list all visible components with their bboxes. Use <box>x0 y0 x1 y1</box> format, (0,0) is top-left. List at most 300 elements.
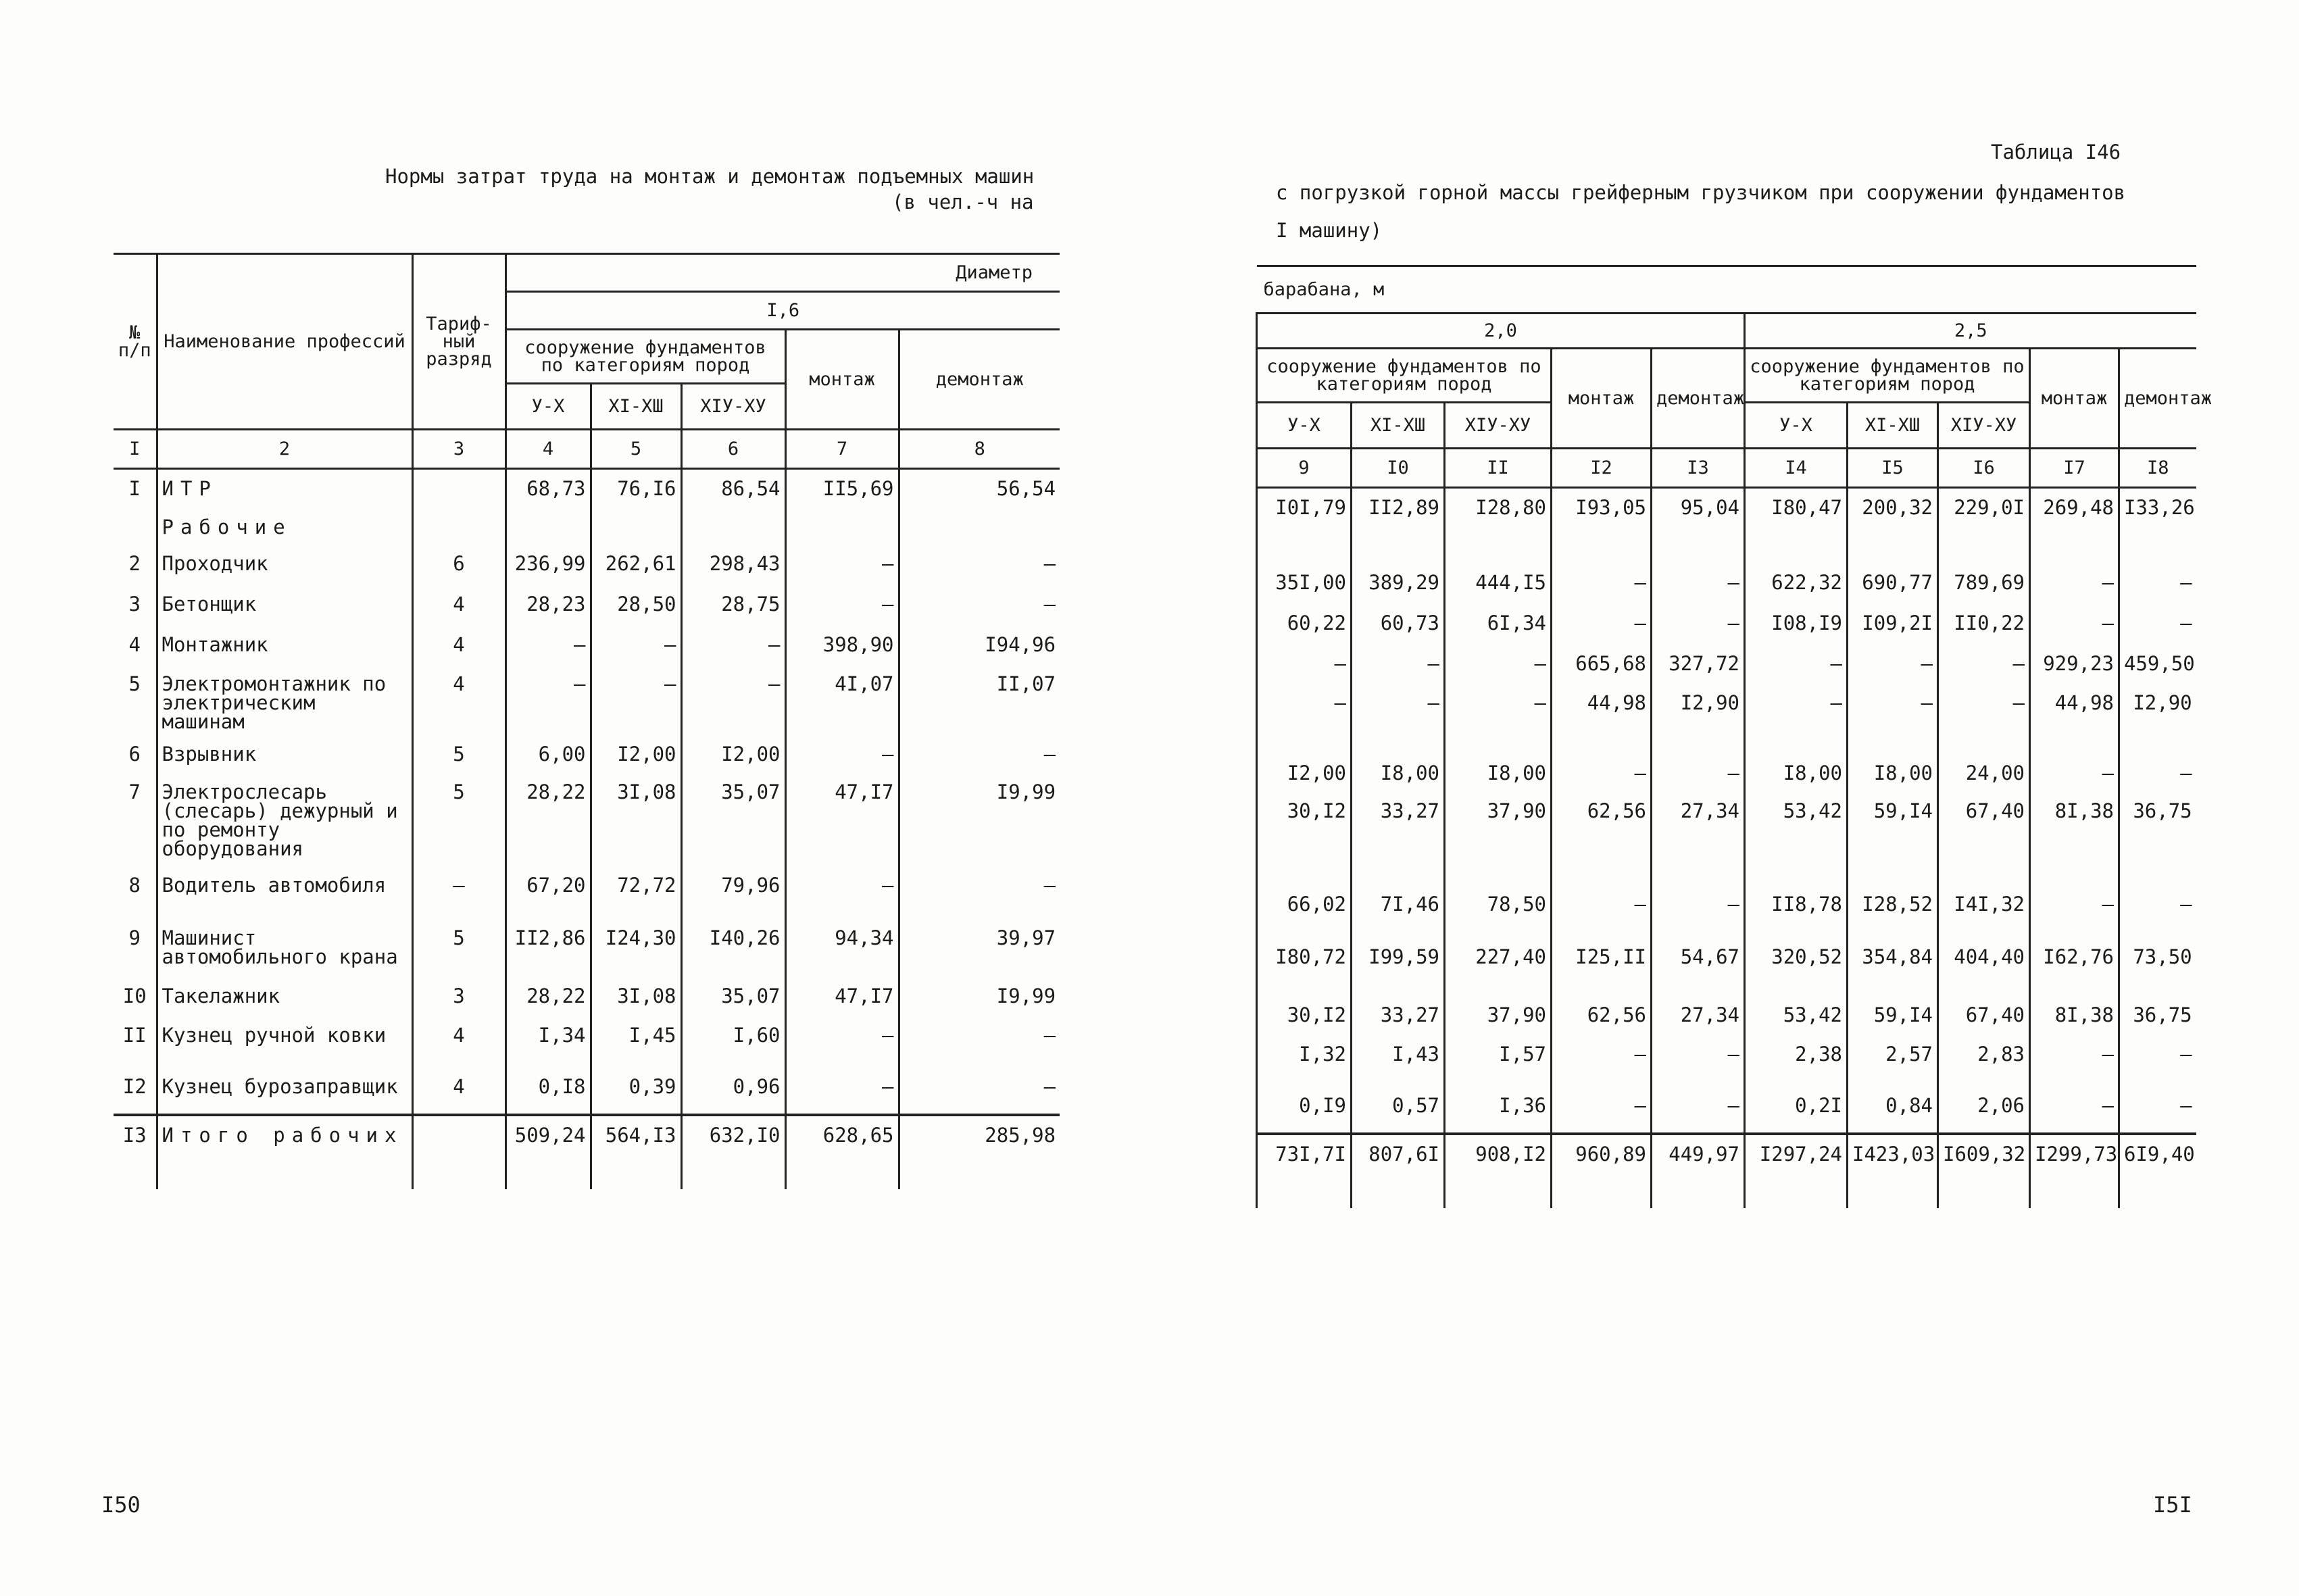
value-cell <box>1652 527 1745 564</box>
value-cell: – <box>1745 645 1848 684</box>
value-cell: 2,38 <box>1745 1035 1848 1087</box>
value-cell: 564,I3 <box>591 1115 681 1189</box>
table-row <box>1257 684 2196 754</box>
table-row <box>1257 754 2196 792</box>
value-cell: I299,73 <box>2030 1134 2119 1208</box>
header-cat-2: ХI-ХШ <box>1352 403 1445 449</box>
table-row <box>114 665 1060 735</box>
value-cell: – <box>2030 604 2119 645</box>
value-cell: – <box>505 665 591 735</box>
profession-name: Взрывник <box>157 735 412 773</box>
table-row <box>114 735 1060 773</box>
value-cell: 28,23 <box>505 585 591 626</box>
value-cell: 8I,38 <box>2030 996 2119 1035</box>
value-cell: I609,32 <box>1938 1134 2030 1208</box>
value-cell: – <box>1938 684 2030 754</box>
value-cell: – <box>1652 1087 1745 1134</box>
header-cat-3: ХIУ-ХУ <box>1445 403 1552 449</box>
value-cell: – <box>1652 1035 1745 1087</box>
value-cell: 30,I2 <box>1257 792 1352 885</box>
value-cell: 807,6I <box>1352 1134 1445 1208</box>
value-cell: I33,26 <box>2119 488 2196 527</box>
value-cell: – <box>899 545 1060 585</box>
value-cell: I,32 <box>1257 1035 1352 1087</box>
grade-cell: 4 <box>412 1068 505 1115</box>
value-cell: 2,57 <box>1848 1035 1938 1087</box>
value-cell: 28,75 <box>681 585 785 626</box>
profession-name: ИТР <box>157 469 412 508</box>
table-row <box>114 919 1060 977</box>
header-diameter-1-6: I,6 <box>505 292 1060 330</box>
header-demontazh: демонтаж <box>899 330 1060 430</box>
table-row <box>1257 604 2196 645</box>
value-cell: I8,00 <box>1445 754 1552 792</box>
header-montazh-2-5: монтаж <box>2030 349 2119 449</box>
profession-name: Электрослесарь (слесарь) дежурный и по ремонту оборудования <box>157 773 412 866</box>
value-cell: 229,0I <box>1938 488 2030 527</box>
value-cell: 262,61 <box>591 545 681 585</box>
row-number: 5 <box>128 672 141 695</box>
header-cat-2: ХI-ХШ <box>591 384 681 430</box>
col-header-num: № п/п <box>114 254 157 430</box>
value-cell: I80,72 <box>1257 938 1352 996</box>
profession-name: Водитель автомобиля <box>157 866 412 919</box>
value-cell: II5,69 <box>785 469 899 508</box>
value-cell: 54,67 <box>1652 938 1745 996</box>
left-page-title: Нормы затрат труда на монтаж и демонтаж подъемных машин <box>385 165 1035 188</box>
value-cell: 24,00 <box>1938 754 2030 792</box>
value-cell: 27,34 <box>1652 792 1745 885</box>
row-number: I0 <box>122 984 147 1007</box>
col-number: I6 <box>1938 449 2030 488</box>
profession-name: Бетонщик <box>157 585 412 626</box>
value-cell: 0,96 <box>681 1068 785 1115</box>
value-cell: 73,50 <box>2119 938 2196 996</box>
value-cell: 47,I7 <box>785 977 899 1016</box>
value-cell: 0,39 <box>591 1068 681 1115</box>
grade-cell <box>412 469 505 508</box>
table-row <box>114 977 1060 1016</box>
value-cell: 449,97 <box>1652 1134 1745 1208</box>
grade-cell: 3 <box>412 977 505 1016</box>
value-cell: 36,75 <box>2119 996 2196 1035</box>
value-cell: I99,59 <box>1352 938 1445 996</box>
value-cell: – <box>899 1016 1060 1068</box>
header-cat-1: У-Х <box>1257 403 1352 449</box>
value-cell: 47,I7 <box>785 773 899 866</box>
value-cell: I,45 <box>591 1016 681 1068</box>
table-row <box>1257 1035 2196 1087</box>
header-construction-2-0: сооружение фундаментов по категориям пород <box>1257 349 1552 403</box>
value-cell: I2,00 <box>1257 754 1352 792</box>
value-cell: 79,96 <box>681 866 785 919</box>
value-cell: 2,06 <box>1938 1087 2030 1134</box>
value-cell: 908,I2 <box>1445 1134 1552 1208</box>
value-cell: 53,42 <box>1745 792 1848 885</box>
value-cell: – <box>1552 1035 1652 1087</box>
value-cell: II2,89 <box>1352 488 1445 527</box>
col-number: I7 <box>2030 449 2119 488</box>
value-cell: – <box>1652 564 1745 604</box>
value-cell: 3I,08 <box>591 977 681 1016</box>
value-cell: – <box>2030 1087 2119 1134</box>
value-cell: – <box>785 735 899 773</box>
value-cell: I09,2I <box>1848 604 1938 645</box>
value-cell: I2,00 <box>681 735 785 773</box>
grade-cell: 5 <box>412 773 505 866</box>
value-cell: – <box>591 665 681 735</box>
row-number: I3 <box>114 1115 157 1189</box>
profession-name: Проходчик <box>157 545 412 585</box>
value-cell: 37,90 <box>1445 996 1552 1035</box>
value-cell: – <box>899 1068 1060 1115</box>
value-cell: 269,48 <box>2030 488 2119 527</box>
value-cell <box>1445 527 1552 564</box>
row-number: 4 <box>128 632 141 656</box>
col-header-grade: Тариф-ный разряд <box>412 254 505 430</box>
header-cat-3: ХIУ-ХУ <box>681 384 785 430</box>
grade-cell: 5 <box>412 919 505 977</box>
value-cell: 33,27 <box>1352 792 1445 885</box>
value-cell: – <box>899 735 1060 773</box>
header-cat-2: ХI-ХШ <box>1848 403 1938 449</box>
value-cell: 444,I5 <box>1445 564 1552 604</box>
grade-cell: 4 <box>412 665 505 735</box>
value-cell: 67,40 <box>1938 996 2030 1035</box>
value-cell: 236,99 <box>505 545 591 585</box>
value-cell: 929,23 <box>2030 645 2119 684</box>
value-cell: 632,I0 <box>681 1115 785 1189</box>
grade-cell: 6 <box>412 545 505 585</box>
value-cell: 59,I4 <box>1848 996 1938 1035</box>
value-cell: 0,2I <box>1745 1087 1848 1134</box>
value-cell: 68,73 <box>505 469 591 508</box>
value-cell: – <box>785 1068 899 1115</box>
value-cell: – <box>505 626 591 665</box>
value-cell: – <box>1652 885 1745 938</box>
value-cell: 285,98 <box>899 1115 1060 1189</box>
table-row <box>114 508 1060 545</box>
value-cell: 60,22 <box>1257 604 1352 645</box>
value-cell: 404,40 <box>1938 938 2030 996</box>
value-cell: – <box>785 585 899 626</box>
value-cell: II,07 <box>899 665 1060 735</box>
value-cell <box>1938 527 2030 564</box>
table-row <box>1257 1134 2196 1208</box>
table-row <box>114 585 1060 626</box>
value-cell <box>899 508 1060 545</box>
col-number: 4 <box>505 430 591 469</box>
value-cell: 59,I4 <box>1848 792 1938 885</box>
value-cell: 36,75 <box>2119 792 2196 885</box>
header-montazh: монтаж <box>785 330 899 430</box>
value-cell: 628,65 <box>785 1115 899 1189</box>
table-row <box>1257 1087 2196 1134</box>
value-cell: – <box>899 585 1060 626</box>
value-cell: 3I,08 <box>591 773 681 866</box>
right-page-number: I5I <box>2153 1492 2192 1518</box>
header-construction: сооружение фундаментов по категориям пород <box>505 330 785 384</box>
table-row <box>1257 996 2196 1035</box>
value-cell <box>681 508 785 545</box>
value-cell: – <box>2030 564 2119 604</box>
profession-name: Электромонтажник по электрическим машинам <box>157 665 412 735</box>
value-cell: – <box>1848 684 1938 754</box>
value-cell: I40,26 <box>681 919 785 977</box>
value-cell: 320,52 <box>1745 938 1848 996</box>
value-cell: I94,96 <box>899 626 1060 665</box>
value-cell: – <box>785 545 899 585</box>
value-cell: 6,00 <box>505 735 591 773</box>
value-cell: I24,30 <box>591 919 681 977</box>
value-cell: 60,73 <box>1352 604 1445 645</box>
value-cell <box>1352 527 1445 564</box>
value-cell: II0,22 <box>1938 604 2030 645</box>
grade-cell: – <box>412 866 505 919</box>
value-cell: – <box>1257 684 1352 754</box>
table-row <box>1257 645 2196 684</box>
table-row <box>114 773 1060 866</box>
row-number: 7 <box>128 780 141 803</box>
row-number: I2 <box>122 1074 147 1098</box>
value-cell: – <box>899 866 1060 919</box>
value-cell: 0,57 <box>1352 1087 1445 1134</box>
table-row <box>114 469 1060 508</box>
right-page-title: с погрузкой горной массы грейферным грузчиком при сооружении фундаментов <box>1276 181 2126 204</box>
row-number: I <box>128 477 141 500</box>
table-row <box>1257 792 2196 885</box>
table-row <box>1257 938 2196 996</box>
value-cell: I08,I9 <box>1745 604 1848 645</box>
col-number: 6 <box>681 430 785 469</box>
value-cell: I,34 <box>505 1016 591 1068</box>
value-cell: I2,90 <box>1652 684 1745 754</box>
value-cell: I8,00 <box>1745 754 1848 792</box>
value-cell: 354,84 <box>1848 938 1938 996</box>
profession-name: Машинист автомобильного крана <box>157 919 412 977</box>
header-diameter-2-0: 2,0 <box>1257 314 1745 349</box>
value-cell: – <box>1257 645 1352 684</box>
right-labor-norms-table <box>1256 265 2213 1208</box>
row-number: 6 <box>128 742 141 766</box>
col-number: 7 <box>785 430 899 469</box>
right-page-title-cont: I машину) <box>1276 219 1383 242</box>
profession-name: Монтажник <box>157 626 412 665</box>
value-cell: 73I,7I <box>1257 1134 1352 1208</box>
value-cell: 94,34 <box>785 919 899 977</box>
header-construction-2-5: сооружение фундаментов по категориям пород <box>1745 349 2030 403</box>
value-cell: – <box>681 626 785 665</box>
value-cell: 0,84 <box>1848 1087 1938 1134</box>
value-cell <box>2119 527 2196 564</box>
value-cell: 95,04 <box>1652 488 1745 527</box>
value-cell: 509,24 <box>505 1115 591 1189</box>
value-cell: – <box>1938 645 2030 684</box>
table-row <box>114 1115 1060 1189</box>
value-cell: 28,22 <box>505 977 591 1016</box>
value-cell: – <box>785 1016 899 1068</box>
grade-cell: 5 <box>412 735 505 773</box>
value-cell: I4I,32 <box>1938 885 2030 938</box>
value-cell <box>1745 527 1848 564</box>
header-demontazh-2-0: демонтаж <box>1652 349 1745 449</box>
value-cell: – <box>2119 1035 2196 1087</box>
value-cell: 2,83 <box>1938 1035 2030 1087</box>
value-cell: 8I,38 <box>2030 792 2119 885</box>
value-cell: – <box>1552 885 1652 938</box>
value-cell: I,57 <box>1445 1035 1552 1087</box>
left-labor-norms-table <box>114 253 1060 1189</box>
table-row <box>114 545 1060 585</box>
grade-cell: 4 <box>412 1016 505 1068</box>
col-number: 3 <box>412 430 505 469</box>
value-cell: 6I,34 <box>1445 604 1552 645</box>
value-cell: I25,II <box>1552 938 1652 996</box>
value-cell: 0,I8 <box>505 1068 591 1115</box>
profession-name: Кузнец ручной ковки <box>157 1016 412 1068</box>
value-cell: I2,90 <box>2119 684 2196 754</box>
value-cell <box>1257 527 1352 564</box>
header-cat-1: У-Х <box>505 384 591 430</box>
header-cat-3: ХIУ-ХУ <box>1938 403 2030 449</box>
table-row <box>114 1016 1060 1068</box>
value-cell: I297,24 <box>1745 1134 1848 1208</box>
row-number: 2 <box>128 551 141 575</box>
value-cell <box>505 508 591 545</box>
value-cell: – <box>2030 1035 2119 1087</box>
col-number: 9 <box>1257 449 1352 488</box>
col-number: 8 <box>899 430 1060 469</box>
value-cell: I423,03 <box>1848 1134 1938 1208</box>
col-header-profession: Наименование профессий <box>157 254 412 430</box>
value-cell: – <box>1352 684 1445 754</box>
value-cell: 327,72 <box>1652 645 1745 684</box>
row-number: 8 <box>128 873 141 897</box>
value-cell: I,60 <box>681 1016 785 1068</box>
grade-cell <box>412 1115 505 1189</box>
value-cell: 76,I6 <box>591 469 681 508</box>
col-number: 5 <box>591 430 681 469</box>
value-cell: 960,89 <box>1552 1134 1652 1208</box>
value-cell: – <box>2030 885 2119 938</box>
value-cell: 62,56 <box>1552 792 1652 885</box>
value-cell: 37,90 <box>1445 792 1552 885</box>
value-cell: – <box>2119 754 2196 792</box>
value-cell: 0,I9 <box>1257 1087 1352 1134</box>
value-cell: 78,50 <box>1445 885 1552 938</box>
value-cell: 398,90 <box>785 626 899 665</box>
value-cell: 4I,07 <box>785 665 899 735</box>
value-cell: 86,54 <box>681 469 785 508</box>
header-demontazh-2-5: демонтаж <box>2119 349 2196 449</box>
value-cell: – <box>1652 604 1745 645</box>
value-cell: – <box>1848 645 1938 684</box>
row-number <box>114 508 157 545</box>
value-cell: 6I9,40 <box>2119 1134 2196 1208</box>
value-cell: 44,98 <box>1552 684 1652 754</box>
value-cell: 62,56 <box>1552 996 1652 1035</box>
value-cell: I62,76 <box>2030 938 2119 996</box>
grade-cell: 4 <box>412 626 505 665</box>
value-cell: – <box>681 665 785 735</box>
table-row <box>114 1068 1060 1115</box>
value-cell: – <box>1552 604 1652 645</box>
profession-name: Такелажник <box>157 977 412 1016</box>
value-cell: – <box>1445 684 1552 754</box>
value-cell: – <box>1552 1087 1652 1134</box>
col-number: 2 <box>157 430 412 469</box>
value-cell: II8,78 <box>1745 885 1848 938</box>
value-cell: – <box>1445 645 1552 684</box>
value-cell: 665,68 <box>1552 645 1652 684</box>
col-number: I3 <box>1652 449 1745 488</box>
value-cell <box>591 508 681 545</box>
table-row <box>1257 488 2196 527</box>
value-cell: 622,32 <box>1745 564 1848 604</box>
table-row <box>114 866 1060 919</box>
value-cell: 298,43 <box>681 545 785 585</box>
value-cell: 35,07 <box>681 773 785 866</box>
value-cell: 72,72 <box>591 866 681 919</box>
value-cell: 35I,00 <box>1257 564 1352 604</box>
value-cell: I93,05 <box>1552 488 1652 527</box>
value-cell: – <box>1745 684 1848 754</box>
profession-name: Рабочие <box>157 508 412 545</box>
value-cell: – <box>1352 645 1445 684</box>
value-cell: 7I,46 <box>1352 885 1445 938</box>
value-cell: I,36 <box>1445 1087 1552 1134</box>
col-number: I <box>114 430 157 469</box>
header-drum: барабана, м <box>1257 266 2196 314</box>
value-cell <box>1552 527 1652 564</box>
col-number: II <box>1445 449 1552 488</box>
header-diameter-2-5: 2,5 <box>1745 314 2196 349</box>
col-number: I2 <box>1552 449 1652 488</box>
header-diameter: Диаметр <box>505 254 1060 292</box>
left-page-number: I50 <box>101 1492 141 1518</box>
value-cell: I0I,79 <box>1257 488 1352 527</box>
value-cell: 67,20 <box>505 866 591 919</box>
value-cell: 200,32 <box>1848 488 1938 527</box>
col-number: I0 <box>1352 449 1445 488</box>
value-cell: 33,27 <box>1352 996 1445 1035</box>
value-cell: 459,50 <box>2119 645 2196 684</box>
value-cell: II2,86 <box>505 919 591 977</box>
table-label: Таблица I46 <box>1991 141 2121 164</box>
value-cell <box>1848 527 1938 564</box>
header-montazh-2-0: монтаж <box>1552 349 1652 449</box>
value-cell: – <box>2030 754 2119 792</box>
row-number: 9 <box>128 926 141 949</box>
table-row <box>1257 527 2196 564</box>
value-cell: 28,50 <box>591 585 681 626</box>
table-row <box>1257 885 2196 938</box>
value-cell: 44,98 <box>2030 684 2119 754</box>
value-cell: – <box>785 866 899 919</box>
value-cell: 53,42 <box>1745 996 1848 1035</box>
value-cell: – <box>2119 1087 2196 1134</box>
grade-cell: 4 <box>412 585 505 626</box>
left-page-title-cont: (в чел.-ч на <box>892 191 1034 214</box>
value-cell: 39,97 <box>899 919 1060 977</box>
col-number: I8 <box>2119 449 2196 488</box>
value-cell: I2,00 <box>591 735 681 773</box>
value-cell <box>785 508 899 545</box>
row-number: 3 <box>128 592 141 616</box>
value-cell: I80,47 <box>1745 488 1848 527</box>
table-row <box>114 626 1060 665</box>
value-cell <box>2030 527 2119 564</box>
